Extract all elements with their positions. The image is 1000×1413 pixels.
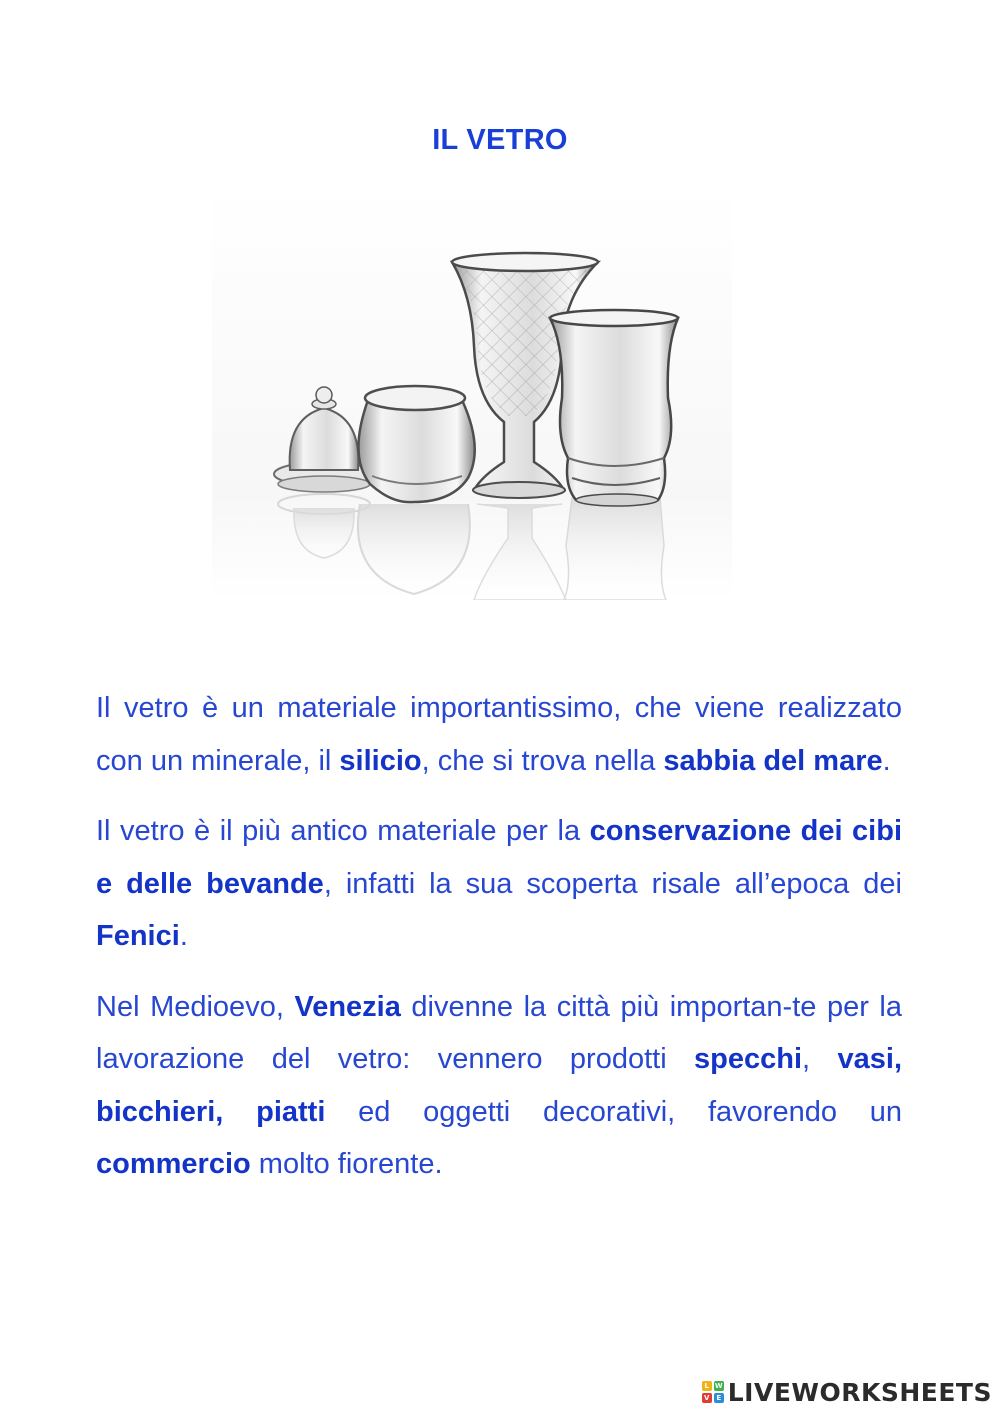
liveworksheets-footer xyxy=(702,1377,992,1407)
paragraph-venezia xyxy=(96,981,902,1191)
text-run: Il vetro è il più antico materiale per la xyxy=(96,815,590,847)
liveworksheets-brand: LIVEWORKSHEETS xyxy=(727,1377,992,1407)
paragraph-silicio xyxy=(96,682,902,787)
glassware-illustration xyxy=(212,186,732,600)
body-text xyxy=(96,682,902,1209)
logo-letter-v: V xyxy=(702,1393,712,1403)
highlighted-term: Venezia xyxy=(294,990,401,1023)
highlighted-term: commercio xyxy=(96,1148,251,1180)
text-run: divenne la città più importan-te per la lavorazione del vetro: vennero prodotti xyxy=(96,990,902,1075)
highlighted-term: specchi xyxy=(694,1043,803,1075)
text-run: . xyxy=(882,744,891,777)
glassware-photo xyxy=(212,186,732,600)
text-run: Il vetro è un materiale importantissimo, che viene realizzato con un minerale, il xyxy=(96,692,902,777)
text-run: , che si trova nella xyxy=(421,744,664,777)
text-run: , xyxy=(802,1043,838,1075)
text-run: Nel Medioevo, xyxy=(96,990,295,1023)
logo-letter-l: L xyxy=(702,1381,712,1391)
highlighted-term: conservazione dei cibi e delle bevande xyxy=(96,815,902,900)
liveworksheets-logo-icon xyxy=(702,1381,724,1403)
text-run: ed oggetti decorativi, favorendo un xyxy=(325,1095,902,1128)
text-run: , infatti la sua scoperta risale all’epoca dei xyxy=(323,867,902,900)
highlighted-term: vasi, bicchieri, piatti xyxy=(96,1043,902,1128)
highlighted-term: silicio xyxy=(339,744,422,777)
page-title: IL VETRO xyxy=(432,124,568,156)
text-run: molto fiorente. xyxy=(250,1148,443,1180)
paragraph-fenici xyxy=(96,805,902,963)
highlighted-term: sabbia del mare xyxy=(663,744,883,777)
text-run: . xyxy=(179,920,188,952)
highlighted-term: Fenici xyxy=(96,920,180,952)
logo-letter-w: W xyxy=(714,1382,723,1390)
logo-letter-e: E xyxy=(714,1393,724,1403)
